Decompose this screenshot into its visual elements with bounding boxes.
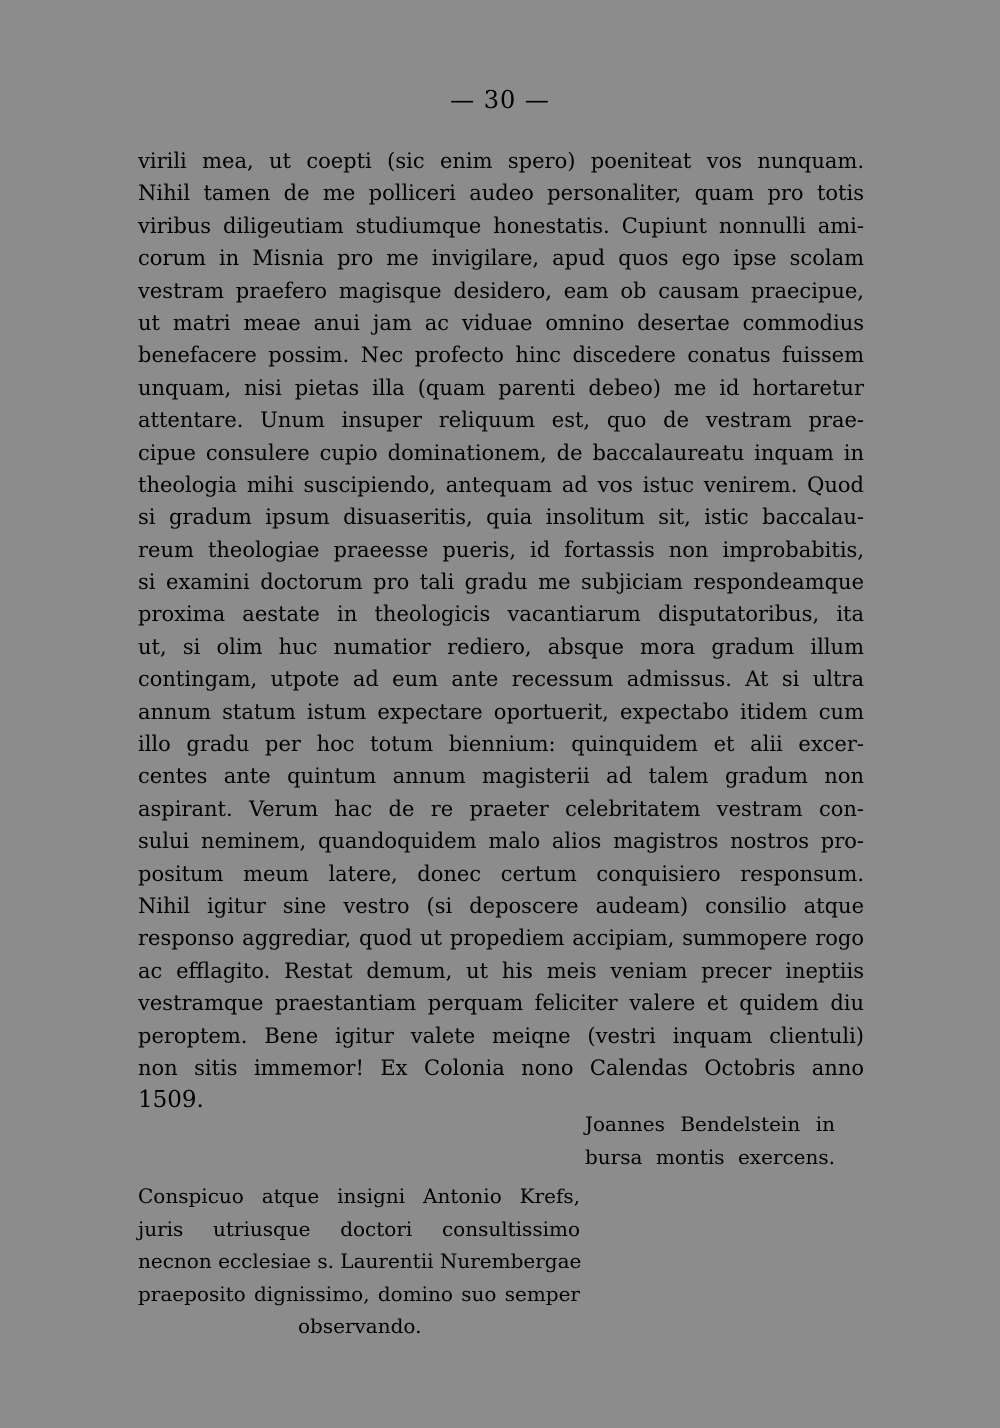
body-line: positum meum latere, donec certum conquisiero responsum. (138, 861, 864, 886)
page-number: — 30 — (450, 86, 550, 114)
body-line: reum theologiae praeesse pueris, id fortassis non improbabitis, (138, 537, 864, 562)
signature-block (585, 1108, 835, 1174)
address-line: praeposito dignissimo, domino suo semper (138, 1281, 580, 1306)
body-line: peroptem. Bene igitur valete meiqne (vestri inquam clientuli) (138, 1023, 864, 1048)
body-line: si gradum ipsum disuaseritis, quia insolitum sit, istic baccalau- (138, 505, 864, 530)
address-line: Conspicuo atque insigni Antonio Krefs, (138, 1184, 580, 1208)
body-line: responso aggrediar, quod ut propediem accipiam, summopere rogo (138, 926, 864, 951)
letter-body (138, 145, 864, 1117)
body-line: Nihil igitur sine vestro (si deposcere audeam) consilio atque (138, 893, 864, 918)
body-line: theologia mihi suscipiendo, antequam ad vos istuc venirem. Quod (138, 472, 864, 497)
body-line: sului neminem, quandoquidem malo alios magistros nostros pro- (138, 829, 864, 854)
body-line: ac efflagito. Restat demum, ut his meis veniam precer ineptiis (138, 958, 864, 983)
body-line: attentare. Unum insuper reliquum est, quo de vestram prae- (138, 408, 864, 433)
address-block (138, 1180, 580, 1343)
address-line: juris utriusque doctori consultissimo (138, 1216, 580, 1241)
signature-line: bursa montis exercens. (585, 1145, 835, 1169)
body-line: virili mea, ut coepti (sic enim spero) poeniteat vos nunquam. (138, 149, 864, 173)
body-line: non sitis immemor! Ex Colonia nono Calendas Octobris anno (138, 1055, 864, 1080)
body-line: annum statum istum expectare oportuerit, expectabo itidem cum (138, 699, 864, 724)
body-line: proxima aestate in theologicis vacantiarum disputatoribus, ita (138, 602, 864, 627)
body-line: centes ante quintum annum magisterii ad talem gradum non (138, 764, 864, 789)
body-line: aspirant. Verum hac de re praeter celebritatem vestram con- (138, 796, 864, 821)
body-line: cipue consulere cupio dominationem, de baccalaureatu inquam in (138, 440, 864, 465)
body-line: Nihil tamen de me polliceri audeo personaliter, quam pro totis (138, 181, 864, 206)
signature-line: Joannes Bendelstein in (585, 1112, 835, 1136)
body-line: illo gradu per hoc totum biennium: quinquidem et alii excer- (138, 732, 864, 757)
body-line: vestramque praestantiam perquam feliciter valere et quidem diu (138, 991, 864, 1016)
body-line: vestram praefero magisque desidero, eam ob causam praecipue, (138, 278, 864, 303)
body-line: ut matri meae anui jam ac viduae omnino desertae commodius (138, 310, 864, 335)
address-line: observando. (298, 1314, 422, 1339)
address-line: necnon ecclesiae s. Laurentii Nurembergae (138, 1249, 582, 1274)
body-line: corum in Misnia pro me invigilare, apud quos ego ipse scolam (138, 246, 864, 271)
date-year: 1509. (138, 1087, 204, 1114)
body-line: contingam, utpote ad eum ante recessum admissus. At si ultra (138, 667, 864, 692)
body-line: unquam, nisi pietas illa (quam parenti debeo) me id hortaretur (138, 375, 864, 400)
body-line: ut, si olim huc numatior rediero, absque mora gradum illum (138, 634, 864, 659)
body-line: benefacere possim. Nec profecto hinc discedere conatus fuissem (138, 343, 864, 368)
body-line: si examini doctorum pro tali gradu me subjiciam respondeamque (138, 570, 864, 595)
body-line: viribus diligeutiam studiumque honestatis. Cupiunt nonnulli ami- (138, 213, 864, 238)
